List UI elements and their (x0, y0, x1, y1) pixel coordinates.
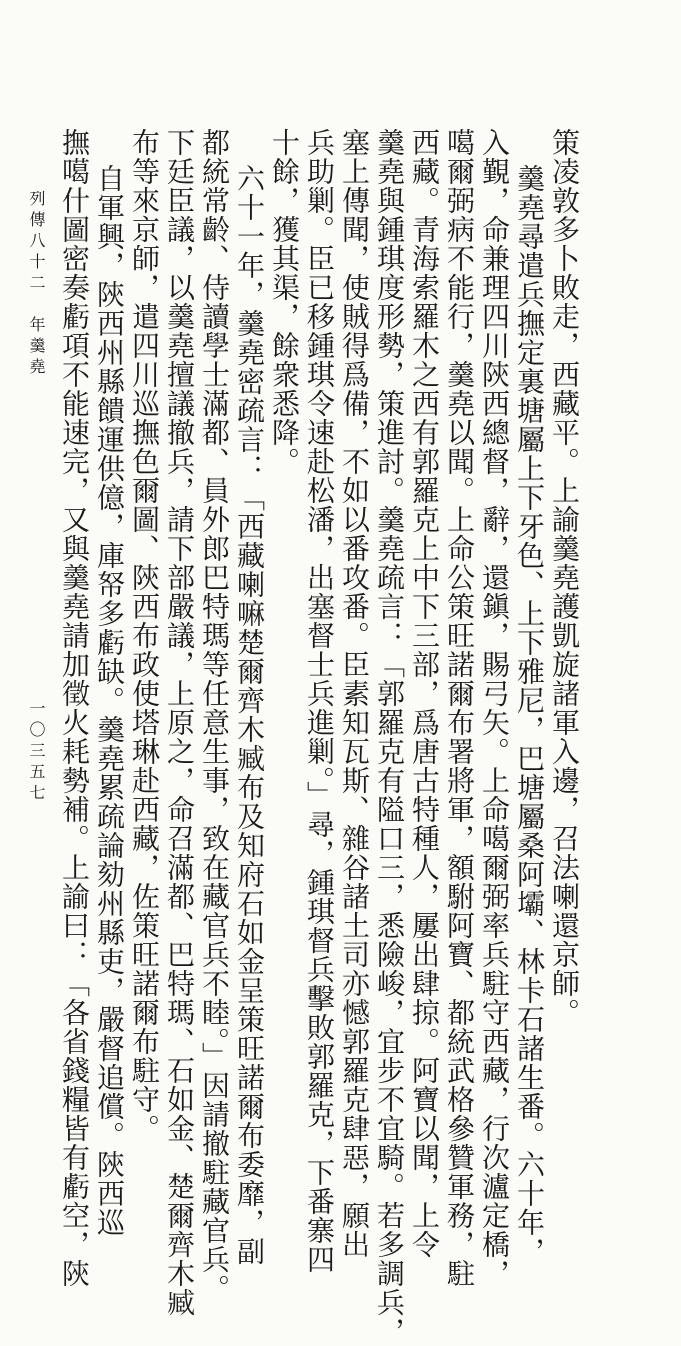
text-column-13: 布等來京師，遣四川巡撫色爾圖、陝西布政使塔琳赴西藏，佐策旺諾爾布駐守。 (128, 128, 161, 1143)
text-column-5: 西藏。青海索羅木之西有郭羅克上中下三部，爲唐古特種人，屢出肆掠。阿寶以聞，上令 (408, 128, 441, 1259)
text-column-10: 六十一年，羹堯密疏言：「西藏喇嘛楚爾齊木臧布及知府石如金呈策旺諾爾布委靡，副 (233, 164, 266, 1266)
text-column-2: 羹堯尋遣兵撫定裏塘屬上下牙色、上下雅尼，巴塘屬桑阿壩、林卡石諸生番。六十年， (513, 164, 546, 1266)
text-column-9: 十餘，獲其渠，餘衆悉降。 (268, 128, 301, 476)
running-header: 列傳八十二 年羹堯 (27, 190, 46, 379)
text-column-14: 自軍興，陝西州縣饋運供億，庫帑多虧缺。羹堯累疏論劾州縣吏，嚴督追償。陝西巡 (93, 164, 126, 1237)
text-column-15: 撫噶什圖密奏虧項不能速完，又與羹堯請加徵火耗勢補。上諭曰：「各省錢糧皆有虧空，陝 (58, 128, 91, 1288)
text-column-12: 下廷臣議，以羹堯擅議撤兵，請下部嚴議，上原之，命召滿都、巴特瑪、石如金、楚爾齊木臧 (163, 128, 196, 1317)
text-column-11: 都統常齡、侍讀學士滿都、員外郎巴特瑪等任意生事，致在藏官兵不睦。」因請撤駐藏官兵。 (198, 128, 231, 1303)
text-column-1: 策凌敦多卜敗走，西藏平。上諭羹堯護凱旋諸軍入邊，召法喇還京師。 (548, 128, 581, 1027)
text-column-4: 噶爾弼病不能行，羹堯以聞。上命公策旺諾爾布署將軍，額駙阿寶、都統武格參贊軍務，駐 (443, 128, 476, 1288)
text-column-6: 羹堯與鍾琪度形勢，策進討。羹堯疏言：「郭羅克有隘口三，悉險峻，宜步不宜騎。若多調兵， (373, 128, 406, 1346)
text-column-3: 入覲，命兼理四川陝西總督，辭，還鎭，賜弓矢。上命噶爾弼率兵駐守西藏，行次瀘定橋， (478, 128, 511, 1288)
text-column-8: 兵助剿。臣已移鍾琪令速赴松潘，出塞督士兵進剿。」尋，鍾琪督兵擊敗郭羅克，下番寨四 (303, 128, 336, 1274)
page-number: 一〇三五七 (27, 700, 46, 805)
text-column-7: 塞上傳聞，使賊得爲備，不如以番攻番。臣素知瓦斯、雜谷諸土司亦憾郭羅克肆惡，願出 (338, 128, 371, 1259)
